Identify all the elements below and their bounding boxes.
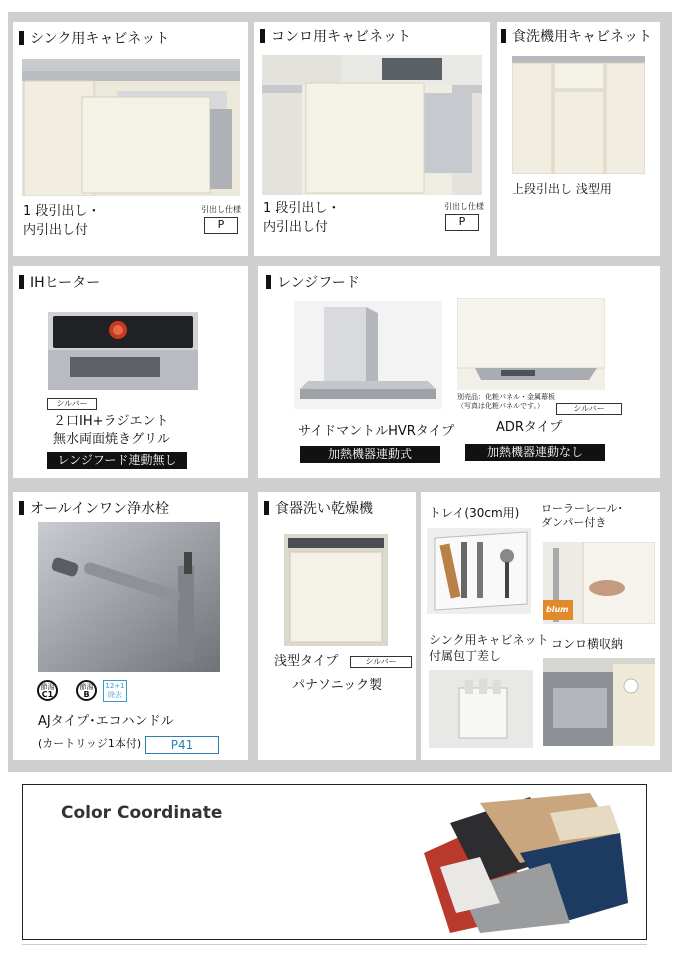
range-hood-adr-photo (457, 298, 605, 390)
dish-dryer-photo (284, 534, 388, 646)
dish-dryer-title: 食器洗い乾燥機 (264, 501, 373, 517)
rail-label-2: ダンパー付き (541, 516, 607, 529)
color-coordinate-heading: Color Coordinate (61, 803, 223, 823)
stove-cabinet-panel (254, 22, 490, 256)
faucet-badge-removal-bottom: 除去 (108, 691, 122, 699)
faucet-badge-b-bottom: B (83, 690, 90, 699)
faucet-badge-c1 (37, 680, 58, 701)
dish-dryer-panel (258, 492, 416, 760)
range-hood-hvr-label: 加熱機器連動式 (300, 446, 440, 463)
faucet-badge-c1-top: 節湯 (40, 683, 55, 691)
sink-cabinet-spec-value: P (204, 217, 238, 234)
stove-cabinet-desc-1: 1 段引出し・ (263, 201, 341, 216)
rail-label-1: ローラーレール･ (541, 502, 624, 515)
ih-heater-desc-2: 無水両面焼きグリル (53, 432, 171, 447)
ih-heater-desc-1: ２口IH+ラジエント (53, 414, 169, 429)
bottom-divider (22, 944, 647, 945)
faucet-title: オールインワン浄水栓 (19, 501, 169, 517)
stove-side-photo (543, 658, 655, 746)
faucet-note: (カートリッジ1本付) (38, 737, 142, 750)
dishwasher-cabinet-desc: 上段引出し 浅型用 (512, 182, 612, 196)
rail-photo (543, 542, 655, 624)
faucet-badge-removal-top: 12+1 (105, 682, 125, 690)
ih-heater-photo (48, 312, 198, 390)
stove-cabinet-spec-label: 引出し仕様 (444, 202, 484, 211)
sink-cabinet-title: シンク用キャビネット (19, 31, 169, 47)
range-hood-adr-color-tag: シルバー (556, 403, 622, 415)
faucet-panel (13, 492, 248, 760)
stove-cabinet-title: コンロ用キャビネット (260, 29, 411, 45)
stove-cabinet-photo (262, 55, 482, 195)
dishwasher-cabinet-panel (497, 22, 660, 256)
faucet-badge-removal (103, 680, 127, 702)
tray-label: トレイ(30cm用) (429, 506, 520, 520)
stove-cabinet-spec-value: P (445, 214, 479, 231)
range-hood-panel (258, 266, 660, 478)
stove-side-label: コンロ横収納 (551, 637, 624, 651)
stove-cabinet-desc-2: 内引出し付 (263, 220, 329, 235)
range-hood-hvr-name: サイドマントルHVRタイプ (298, 424, 455, 439)
range-hood-adr-note-1: 別売品：化粧パネル・金属幕板 (457, 393, 555, 401)
range-hood-title: レンジフード (266, 275, 360, 291)
knife-label-1: シンク用キャビネット (429, 633, 549, 647)
dishwasher-cabinet-photo (512, 56, 645, 174)
sink-cabinet-photo (22, 59, 240, 196)
faucet-badge-b (76, 680, 97, 701)
sink-cabinet-panel (13, 22, 248, 256)
tray-photo (427, 528, 531, 614)
faucet-badge-c1-bottom: C1 (41, 690, 54, 699)
sink-cabinet-spec-label: 引出し仕様 (201, 205, 241, 214)
dishwasher-cabinet-title: 食洗機用キャビネット (501, 29, 652, 45)
range-hood-adr-note-2: （写真は化粧パネルです。） (457, 402, 544, 410)
options-panel (421, 492, 660, 760)
color-samples-photo (420, 793, 628, 933)
dish-dryer-maker: パナソニック製 (292, 678, 383, 693)
ih-heater-title: IHヒーター (19, 275, 100, 291)
ih-heater-panel (13, 266, 248, 478)
dish-dryer-type: 浅型タイプ (274, 654, 339, 669)
blum-logo: blum (546, 605, 569, 614)
ih-heater-color-tag: シルバー (47, 398, 97, 410)
knife-label-2: 付属包丁差し (429, 649, 502, 663)
range-hood-adr-label: 加熱機器連動なし (465, 444, 605, 461)
faucet-photo (38, 522, 220, 672)
dish-dryer-color-tag: シルバー (350, 656, 412, 668)
sink-cabinet-desc-2: 内引出し付 (23, 223, 89, 238)
range-hood-hvr-photo (294, 301, 442, 409)
knife-holder-photo (429, 670, 533, 748)
sink-cabinet-desc-1: 1 段引出し・ (23, 204, 101, 219)
faucet-badge-b-top: 節湯 (79, 683, 94, 691)
faucet-name: AJタイプ･エコハンドル (38, 714, 174, 729)
faucet-code: P41 (145, 736, 219, 754)
range-hood-adr-name: ADRタイプ (496, 420, 563, 435)
ih-heater-label: レンジフード連動無し (47, 452, 187, 469)
color-coordinate-section (22, 784, 647, 940)
